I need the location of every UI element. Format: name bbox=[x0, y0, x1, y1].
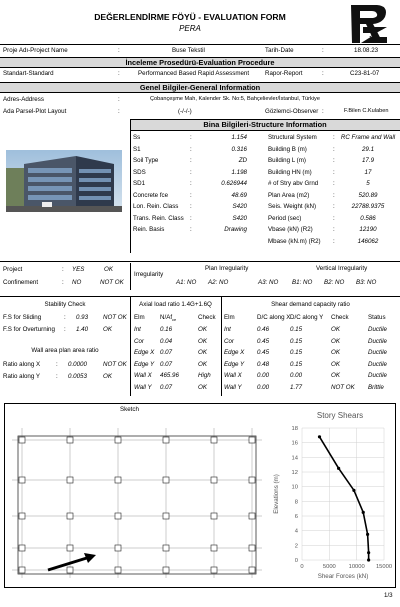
chart-title: Story Shears bbox=[316, 411, 364, 420]
sketch-column bbox=[115, 477, 121, 483]
structure-left-value: S420 bbox=[232, 214, 247, 222]
shear-cell: OK bbox=[331, 360, 340, 368]
shear-cell: 0.15 bbox=[290, 326, 303, 333]
colon: : bbox=[190, 145, 192, 153]
sketch-column bbox=[19, 513, 25, 519]
axial-cell: OK bbox=[198, 360, 207, 368]
shear-cell: OK bbox=[331, 326, 340, 333]
colon: : bbox=[190, 226, 192, 233]
shear-cell: Wall X bbox=[224, 372, 242, 379]
structure-right-label: Building L (m) bbox=[268, 157, 306, 164]
axial-cell: 0.07 bbox=[160, 383, 173, 391]
structure-left-label: Rein. Basis bbox=[133, 226, 165, 233]
axial-cell: 0.16 bbox=[160, 326, 173, 333]
structure-right-value: 146062 bbox=[357, 237, 379, 245]
structure-right-label: Seis. Weight (kN) bbox=[268, 203, 317, 210]
structure-right-value: RC Frame and Wall bbox=[340, 134, 396, 141]
colon: : bbox=[62, 266, 64, 273]
axial-cell: OK bbox=[198, 383, 207, 391]
project-result: OK bbox=[104, 266, 113, 273]
colon: : bbox=[56, 361, 58, 368]
irregularity-item: A2: NO bbox=[208, 279, 229, 286]
sketch-column bbox=[67, 545, 73, 551]
structure-left-value: 48.69 bbox=[231, 191, 247, 199]
structure-right-value: 22788.9375 bbox=[351, 203, 385, 210]
sketch-column bbox=[163, 477, 169, 483]
sketch-column bbox=[249, 477, 255, 483]
colon: : bbox=[64, 314, 66, 321]
shear-cell: NOT OK bbox=[331, 383, 355, 391]
structure-right-label: Mbase (kN.m) (R2) bbox=[268, 237, 321, 245]
colon: : bbox=[333, 191, 335, 199]
colon: : bbox=[56, 373, 58, 380]
sketch-column bbox=[163, 513, 169, 519]
chart-series-line bbox=[319, 437, 368, 560]
structure-right-value: 17.9 bbox=[361, 157, 375, 164]
structure-right-value: 29.1 bbox=[361, 145, 375, 153]
vertical-irregularity-label: Vertical Irregularity bbox=[316, 265, 368, 272]
observer-label: Gözlemci-Observer bbox=[265, 108, 319, 115]
sketch-column bbox=[211, 545, 217, 551]
structure-left-label: Trans. Rein. Class bbox=[133, 214, 184, 222]
axial-cell: Wall Y bbox=[134, 383, 152, 391]
stability-value: 0.93 bbox=[76, 314, 89, 321]
standard-label: Standart-Standard bbox=[3, 70, 54, 77]
address-value: Çobançeşme Mah, Kalender Sk. No:5, Bahçelievler/İstanbul, Türkiye bbox=[150, 96, 320, 102]
structure-right-label: Structural System bbox=[268, 134, 317, 141]
structure-left-label: S1 bbox=[133, 145, 141, 153]
colon: : bbox=[333, 157, 335, 164]
story-shears-chart bbox=[268, 406, 394, 586]
colon: : bbox=[333, 226, 335, 233]
structure-right-label: Plan Area (m2) bbox=[268, 191, 310, 199]
sketch-outline bbox=[18, 436, 256, 574]
sketch-column bbox=[115, 545, 121, 551]
project-name-label: Proje Adı-Project Name bbox=[3, 47, 68, 54]
colon: : bbox=[118, 96, 120, 103]
wall-ratio-value: 0.0053 bbox=[68, 373, 87, 380]
shear-cell: 0.15 bbox=[290, 337, 303, 345]
colon: : bbox=[322, 47, 324, 54]
chart-y-tick-label: 16 bbox=[291, 440, 298, 447]
structure-right-label: Building B (m) bbox=[268, 145, 307, 153]
chart-x-axis-label: Shear Forces (kN) bbox=[317, 573, 369, 580]
structure-left-label: SDS bbox=[133, 168, 146, 176]
chart-x-tick-label: 0 bbox=[300, 564, 304, 570]
chart-x-tick-label: 5000 bbox=[322, 564, 336, 570]
wall-ratio-label: Ratio along X bbox=[3, 361, 41, 368]
chart-data-point bbox=[352, 489, 355, 492]
wall-ratio-result: OK bbox=[103, 373, 112, 380]
chart-y-tick-label: 18 bbox=[291, 426, 298, 432]
confinement-result: NOT OK bbox=[100, 279, 124, 286]
colon: : bbox=[62, 279, 64, 286]
colon: : bbox=[190, 180, 192, 187]
sketch-label: Sketch bbox=[120, 406, 139, 413]
chart-x-tick-label: 10000 bbox=[348, 564, 365, 570]
chart-y-tick-label: 4 bbox=[294, 528, 298, 535]
irregularity-item: A1: NO bbox=[176, 279, 197, 286]
stability-result: OK bbox=[103, 325, 112, 333]
irregularity-item: B3: NO bbox=[356, 279, 377, 286]
chart-x-tick-label: 15000 bbox=[375, 564, 393, 570]
colon: : bbox=[333, 134, 335, 141]
shear-cell: Ductile bbox=[368, 326, 387, 333]
shear-cell: 0.00 bbox=[257, 372, 270, 379]
shear-cell: OK bbox=[331, 372, 340, 379]
shear-cell: Ductile bbox=[368, 360, 387, 368]
shear-cell: Int bbox=[224, 326, 231, 333]
colon: : bbox=[333, 168, 335, 176]
form-subtitle: PERA bbox=[179, 24, 201, 33]
chart-y-axis-label: Elevations (m) bbox=[273, 474, 280, 514]
sketch-column bbox=[19, 437, 25, 443]
chart-data-point bbox=[367, 558, 370, 561]
sketch-column bbox=[19, 545, 25, 551]
shear-cell: 0.00 bbox=[257, 383, 270, 391]
axial-heading: Axial load ratio 1.4G+1.6Q bbox=[139, 301, 212, 308]
structure-right-label: Period (sec) bbox=[268, 214, 302, 222]
axial-cell: 0.04 bbox=[160, 337, 173, 345]
shear-heading: Shear demand capacity ratio bbox=[271, 301, 350, 308]
shear-cell: 0.46 bbox=[257, 326, 270, 333]
structure-left-value: Drawing bbox=[224, 226, 247, 233]
structure-left-value: 1.154 bbox=[231, 134, 247, 141]
sketch-column bbox=[249, 437, 255, 443]
structure-left-value: 0.316 bbox=[231, 145, 247, 153]
stability-heading: Stability Check bbox=[44, 301, 86, 308]
shear-cell: Cor bbox=[224, 337, 234, 345]
observer-value: F.Bilen C.Kulaben bbox=[344, 108, 389, 114]
chart-y-tick-label: 6 bbox=[294, 514, 298, 520]
wall-ratio-result: NOT OK bbox=[103, 361, 127, 368]
sketch-column bbox=[67, 437, 73, 443]
confinement-label: Confinement bbox=[3, 279, 39, 286]
structure-left-label: SD1 bbox=[133, 180, 146, 187]
wall-ratio-label: Ratio along Y bbox=[3, 373, 41, 380]
sketch-column bbox=[163, 545, 169, 551]
colon: : bbox=[190, 191, 192, 199]
axial-col-header: $N/Af_{ce}$ bbox=[160, 314, 177, 323]
irregularity-item: B1: NO bbox=[292, 279, 313, 286]
colon: : bbox=[190, 134, 192, 141]
wall-ratio-heading: Wall area plan area ratio bbox=[31, 347, 99, 354]
axial-cell: OK bbox=[198, 337, 207, 345]
confinement-value: NO bbox=[72, 279, 82, 286]
chart-data-point bbox=[337, 467, 340, 470]
chart-data-point bbox=[367, 551, 370, 554]
page-number: 1/3 bbox=[384, 592, 393, 599]
building-photo bbox=[6, 150, 122, 212]
shear-col-header: D/C along X bbox=[257, 314, 291, 321]
form-title: DEĞERLENDİRME FÖYÜ - EVALUATION FORM bbox=[94, 12, 286, 22]
parcel-label: Ada Parsel-Plot Layout bbox=[3, 108, 67, 115]
company-logo bbox=[347, 3, 391, 45]
structure-left-label: Soil Type bbox=[133, 157, 159, 164]
parcel-value: (-/-/-) bbox=[178, 108, 192, 115]
shear-cell: Brittle bbox=[368, 383, 384, 391]
sketch-column bbox=[115, 513, 121, 519]
shear-cell: Wall Y bbox=[224, 383, 242, 391]
chart-data-point bbox=[362, 511, 365, 514]
axial-col-header: Elm bbox=[134, 314, 145, 321]
colon: : bbox=[64, 325, 66, 333]
project-value: YES bbox=[72, 266, 85, 273]
sketch-column bbox=[163, 437, 169, 443]
colon: : bbox=[333, 214, 335, 222]
standard-value: Performanced Based Rapid Assessment bbox=[138, 70, 250, 77]
sketch-column bbox=[19, 477, 25, 483]
stability-label: F.S for Overturning bbox=[3, 325, 55, 333]
structure-right-label: Building HN (m) bbox=[268, 168, 312, 176]
report-label: Rapor-Report bbox=[265, 70, 303, 77]
sketch-column bbox=[19, 567, 25, 573]
shear-col-header: D/C along Y bbox=[290, 314, 324, 321]
sketch-column bbox=[249, 545, 255, 551]
sketch-column bbox=[211, 437, 217, 443]
colon: : bbox=[118, 108, 120, 115]
shear-cell: Ductile bbox=[368, 337, 387, 345]
irregularity-item: A3: NO bbox=[258, 279, 279, 286]
structure-left-label: Lon. Rein. Class bbox=[133, 203, 179, 210]
colon: : bbox=[190, 203, 192, 210]
irregularity-label: Irregularity bbox=[134, 271, 164, 278]
structure-right-label: Vbase (kN) (R2) bbox=[268, 226, 313, 233]
chart-y-tick-label: 10 bbox=[291, 484, 298, 491]
shear-cell: 0.45 bbox=[257, 349, 270, 356]
colon: : bbox=[190, 168, 192, 176]
axial-cell: 0.07 bbox=[160, 360, 173, 368]
chart-y-tick-label: 12 bbox=[291, 470, 298, 476]
structure-left-value: ZD bbox=[238, 157, 247, 164]
chart-y-tick-label: 0 bbox=[294, 558, 298, 564]
shear-cell: 0.00 bbox=[290, 372, 303, 379]
date-value: 18.08.23 bbox=[354, 47, 379, 54]
report-value: C23-81-07 bbox=[350, 70, 380, 77]
sketch-column bbox=[249, 513, 255, 519]
sketch-column bbox=[211, 567, 217, 573]
structure-left-value: S420 bbox=[232, 203, 247, 210]
colon: : bbox=[333, 237, 335, 245]
general-heading: Genel Bilgiler-General Information bbox=[139, 82, 261, 92]
structure-right-value: 12190 bbox=[359, 226, 377, 233]
colon: : bbox=[333, 203, 335, 210]
sketch-column bbox=[67, 567, 73, 573]
sketch-column bbox=[115, 437, 121, 443]
structure-left-value: 0.626944 bbox=[221, 180, 247, 187]
axial-cell: Edge Y bbox=[134, 360, 155, 368]
axial-cell: OK bbox=[198, 326, 207, 333]
sketch-column bbox=[67, 477, 73, 483]
chart-y-tick-label: 8 bbox=[294, 499, 298, 506]
sketch-column bbox=[211, 513, 217, 519]
axial-cell: Int bbox=[134, 326, 141, 333]
procedure-heading: İnceleme Prosedürü-Evaluation Procedure bbox=[125, 57, 275, 67]
plan-sketch bbox=[8, 420, 266, 582]
structure-heading: Bina Bilgileri-Structure Information bbox=[203, 119, 327, 129]
project-name-value: Buse Tekstil bbox=[172, 47, 205, 54]
wall-ratio-value: 0.0000 bbox=[68, 361, 87, 368]
colon: : bbox=[322, 108, 324, 115]
colon: : bbox=[118, 70, 120, 77]
axial-cell: High bbox=[198, 372, 211, 379]
colon: : bbox=[190, 157, 192, 164]
chart-data-point bbox=[366, 533, 369, 536]
axial-col-header: Check bbox=[198, 314, 216, 321]
structure-right-value: 5 bbox=[366, 180, 370, 187]
shear-cell: Ductile bbox=[368, 349, 387, 356]
shear-cell: OK bbox=[331, 337, 340, 345]
axial-cell: OK bbox=[198, 349, 207, 356]
sketch-column bbox=[211, 477, 217, 483]
axial-cell: Wall X bbox=[134, 372, 152, 379]
shear-cell: OK bbox=[331, 349, 340, 356]
axial-cell: 0.07 bbox=[160, 349, 173, 356]
shear-cell: 0.15 bbox=[290, 349, 303, 356]
shear-col-header: Check bbox=[331, 314, 349, 321]
chart-data-point bbox=[318, 435, 321, 438]
irregularity-item: B2: NO bbox=[324, 279, 345, 286]
shear-cell: Ductile bbox=[368, 372, 387, 379]
chart-y-tick-label: 2 bbox=[294, 543, 298, 550]
stability-value: 1.40 bbox=[76, 325, 89, 333]
structure-left-value: 1.198 bbox=[231, 168, 247, 176]
stability-label: F.S for Sliding bbox=[3, 314, 42, 321]
shear-cell: 0.48 bbox=[257, 360, 270, 368]
structure-right-value: 17 bbox=[364, 168, 372, 176]
colon: : bbox=[333, 180, 335, 187]
structure-right-label: # of Stry abv Grnd bbox=[268, 180, 319, 187]
axial-cell: 465.96 bbox=[160, 372, 179, 379]
shear-col-header: Elm bbox=[224, 314, 235, 321]
shear-cell: 0.45 bbox=[257, 337, 270, 345]
colon: : bbox=[333, 145, 335, 153]
structure-left-label: Ss bbox=[133, 134, 141, 141]
sketch-column bbox=[115, 567, 121, 573]
address-label: Adres-Address bbox=[3, 96, 44, 103]
axial-cell: Edge X bbox=[134, 349, 155, 356]
plan-irregularity-label: Plan Irregularity bbox=[205, 265, 249, 272]
axial-cell: Cor bbox=[134, 337, 144, 345]
project-label: Project bbox=[3, 266, 23, 273]
shear-cell: Edge X bbox=[224, 349, 245, 356]
stability-result: NOT OK bbox=[103, 314, 127, 321]
structure-right-value: 520.89 bbox=[358, 191, 378, 199]
shear-cell: 0.15 bbox=[290, 360, 303, 368]
colon: : bbox=[190, 214, 192, 222]
colon: : bbox=[118, 47, 120, 54]
structure-right-value: 0.586 bbox=[360, 214, 376, 222]
structure-left-label: Concrete fce bbox=[133, 191, 169, 199]
sketch-column bbox=[67, 513, 73, 519]
colon: : bbox=[322, 70, 324, 77]
chart-y-tick-label: 14 bbox=[291, 455, 298, 462]
shear-cell: Edge Y bbox=[224, 360, 245, 368]
shear-col-header: Status bbox=[368, 314, 386, 321]
sketch-column bbox=[163, 567, 169, 573]
date-label: Tarih-Date bbox=[265, 47, 294, 54]
sketch-column bbox=[249, 567, 255, 573]
shear-cell: 1.77 bbox=[290, 383, 303, 391]
